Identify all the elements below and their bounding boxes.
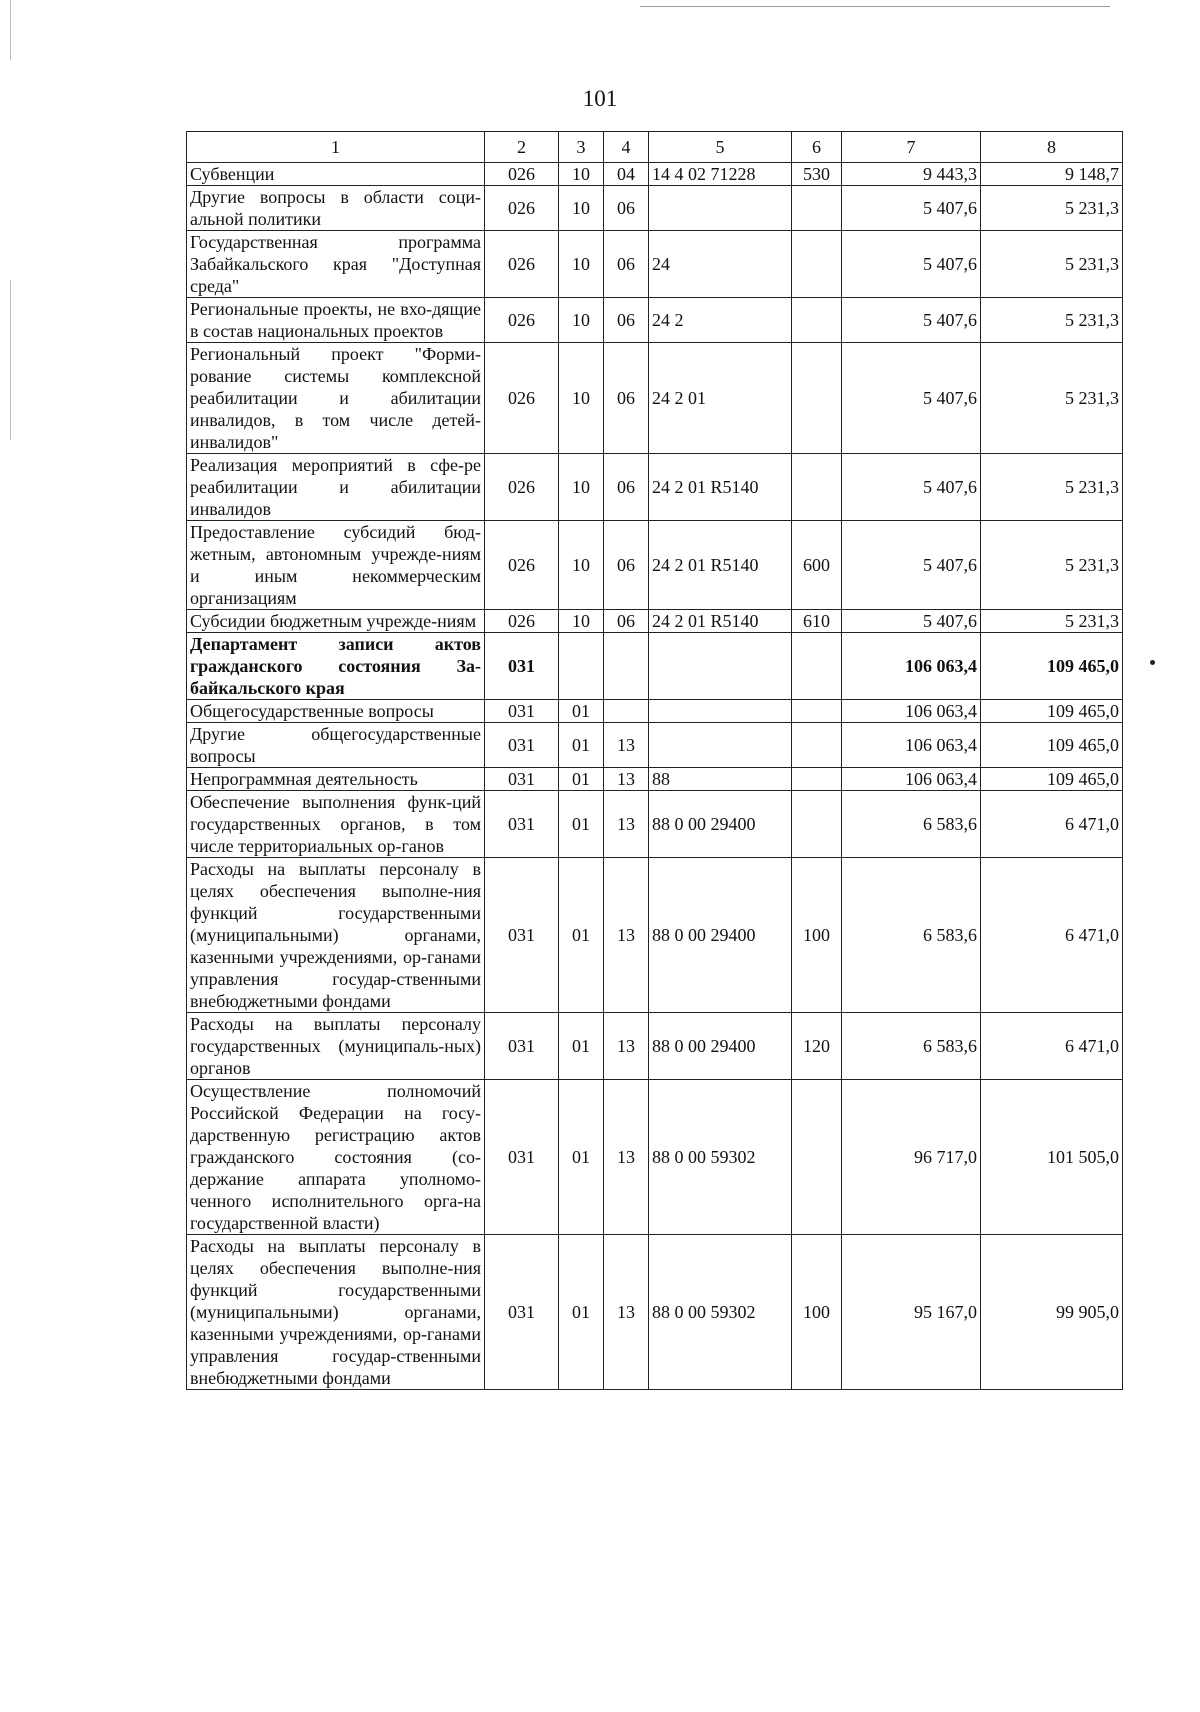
cell-amount-col8: 5 231,3 xyxy=(981,343,1123,454)
cell-subsection: 13 xyxy=(604,858,649,1013)
cell-expense-type xyxy=(792,633,842,700)
cell-subsection: 04 xyxy=(604,163,649,186)
cell-amount-col7: 106 063,4 xyxy=(842,633,981,700)
row-name: Непрограммная деятельность xyxy=(187,768,485,791)
cell-amount-col7: 106 063,4 xyxy=(842,723,981,768)
table-row xyxy=(187,858,1123,1013)
cell-ministry-code: 031 xyxy=(485,723,559,768)
column-header: 1 xyxy=(187,132,485,163)
table-row xyxy=(187,521,1123,610)
cell-amount-col8: 101 505,0 xyxy=(981,1080,1123,1235)
cell-section: 10 xyxy=(559,231,604,298)
cell-ministry-code: 026 xyxy=(485,521,559,610)
column-header: 3 xyxy=(559,132,604,163)
cell-target-article xyxy=(649,633,792,700)
table-row xyxy=(187,1080,1123,1235)
cell-amount-col7: 5 407,6 xyxy=(842,298,981,343)
cell-target-article: 24 2 01 xyxy=(649,343,792,454)
table-row xyxy=(187,768,1123,791)
cell-expense-type xyxy=(792,298,842,343)
table-row xyxy=(187,231,1123,298)
cell-target-article: 88 0 00 59302 xyxy=(649,1235,792,1390)
table-row xyxy=(187,1235,1123,1390)
cell-ministry-code: 031 xyxy=(485,1235,559,1390)
row-name: Региональные проекты, не вхо-дящие в состав национальных проектов xyxy=(187,298,485,343)
cell-subsection xyxy=(604,633,649,700)
cell-ministry-code: 031 xyxy=(485,768,559,791)
cell-amount-col8: 109 465,0 xyxy=(981,700,1123,723)
table-row xyxy=(187,343,1123,454)
budget-table xyxy=(186,131,1123,1390)
row-name: Общегосударственные вопросы xyxy=(187,700,485,723)
cell-amount-col8: 6 471,0 xyxy=(981,858,1123,1013)
row-name: Государственная программа Забайкальского края "Доступная среда" xyxy=(187,231,485,298)
row-name: Расходы на выплаты персоналу в целях обеспечения выполне-ния функций государственными (муниципальными) органами, казенными учреждениями, ор-ганами управления государ-ственными внебюджетными фондами xyxy=(187,1235,485,1390)
table-row-department xyxy=(187,633,1123,700)
column-header: 5 xyxy=(649,132,792,163)
cell-section: 10 xyxy=(559,521,604,610)
cell-amount-col8: 5 231,3 xyxy=(981,610,1123,633)
cell-subsection: 13 xyxy=(604,768,649,791)
cell-amount-col7: 6 583,6 xyxy=(842,1013,981,1080)
cell-section: 01 xyxy=(559,791,604,858)
row-name: Реализация мероприятий в сфе-ре реабилитации и абилитации инвалидов xyxy=(187,454,485,521)
cell-amount-col8: 5 231,3 xyxy=(981,521,1123,610)
column-header: 7 xyxy=(842,132,981,163)
cell-amount-col7: 96 717,0 xyxy=(842,1080,981,1235)
cell-ministry-code: 026 xyxy=(485,231,559,298)
cell-amount-col7: 106 063,4 xyxy=(842,700,981,723)
cell-expense-type xyxy=(792,231,842,298)
cell-section: 10 xyxy=(559,454,604,521)
cell-target-article: 14 4 02 71228 xyxy=(649,163,792,186)
cell-amount-col7: 5 407,6 xyxy=(842,186,981,231)
cell-section: 01 xyxy=(559,768,604,791)
cell-expense-type xyxy=(792,343,842,454)
table-row xyxy=(187,723,1123,768)
cell-amount-col8: 5 231,3 xyxy=(981,231,1123,298)
cell-section: 10 xyxy=(559,298,604,343)
cell-expense-type xyxy=(792,791,842,858)
cell-amount-col8: 99 905,0 xyxy=(981,1235,1123,1390)
cell-subsection: 06 xyxy=(604,521,649,610)
cell-ministry-code: 026 xyxy=(485,298,559,343)
cell-section: 01 xyxy=(559,723,604,768)
cell-subsection: 13 xyxy=(604,1235,649,1390)
scan-artifact-line xyxy=(640,6,1110,7)
row-name: Расходы на выплаты персоналу государственных (муниципаль-ных) органов xyxy=(187,1013,485,1080)
table-header-row xyxy=(187,132,1123,163)
cell-section xyxy=(559,633,604,700)
cell-amount-col8: 109 465,0 xyxy=(981,723,1123,768)
cell-ministry-code: 031 xyxy=(485,700,559,723)
column-header: 2 xyxy=(485,132,559,163)
cell-amount-col7: 9 443,3 xyxy=(842,163,981,186)
column-header: 4 xyxy=(604,132,649,163)
cell-ministry-code: 026 xyxy=(485,610,559,633)
cell-expense-type: 600 xyxy=(792,521,842,610)
row-name: Предоставление субсидий бюд-жетным, автономным учрежде-ниям и иным некоммерческим организациям xyxy=(187,521,485,610)
cell-section: 01 xyxy=(559,1013,604,1080)
cell-expense-type xyxy=(792,700,842,723)
cell-ministry-code: 031 xyxy=(485,791,559,858)
cell-amount-col7: 5 407,6 xyxy=(842,610,981,633)
cell-expense-type xyxy=(792,768,842,791)
cell-subsection: 06 xyxy=(604,454,649,521)
cell-expense-type xyxy=(792,1080,842,1235)
cell-section: 01 xyxy=(559,1080,604,1235)
table-row xyxy=(187,610,1123,633)
cell-subsection: 13 xyxy=(604,791,649,858)
cell-amount-col7: 5 407,6 xyxy=(842,343,981,454)
cell-amount-col8: 5 231,3 xyxy=(981,454,1123,521)
cell-expense-type: 100 xyxy=(792,1235,842,1390)
cell-subsection: 06 xyxy=(604,298,649,343)
cell-ministry-code: 026 xyxy=(485,163,559,186)
column-header: 6 xyxy=(792,132,842,163)
cell-target-article: 24 xyxy=(649,231,792,298)
scan-artifact-line xyxy=(10,280,11,440)
cell-amount-col7: 5 407,6 xyxy=(842,454,981,521)
cell-amount-col7: 5 407,6 xyxy=(842,231,981,298)
cell-amount-col8: 109 465,0 xyxy=(981,768,1123,791)
scan-artifact-dot xyxy=(1150,660,1155,665)
cell-ministry-code: 026 xyxy=(485,454,559,521)
cell-section: 10 xyxy=(559,186,604,231)
page-number: 101 xyxy=(582,86,618,111)
cell-ministry-code: 031 xyxy=(485,858,559,1013)
column-header: 8 xyxy=(981,132,1123,163)
cell-target-article: 88 xyxy=(649,768,792,791)
cell-ministry-code: 031 xyxy=(485,1013,559,1080)
cell-expense-type xyxy=(792,186,842,231)
scan-artifact-line xyxy=(10,0,11,60)
cell-target-article xyxy=(649,723,792,768)
cell-amount-col8: 6 471,0 xyxy=(981,791,1123,858)
row-name: Расходы на выплаты персоналу в целях обеспечения выполне-ния функций государственными (муниципальными) органами, казенными учреждениями, ор-ганами управления государ-ственными внебюджетными фондами xyxy=(187,858,485,1013)
cell-target-article: 88 0 00 29400 xyxy=(649,791,792,858)
cell-expense-type: 610 xyxy=(792,610,842,633)
cell-section: 01 xyxy=(559,858,604,1013)
cell-subsection: 06 xyxy=(604,610,649,633)
cell-target-article xyxy=(649,700,792,723)
cell-ministry-code: 026 xyxy=(485,343,559,454)
cell-ministry-code: 031 xyxy=(485,1080,559,1235)
table-row xyxy=(187,163,1123,186)
cell-subsection: 13 xyxy=(604,723,649,768)
cell-amount-col8: 5 231,3 xyxy=(981,186,1123,231)
row-name: Другие вопросы в области соци-альной политики xyxy=(187,186,485,231)
table-row xyxy=(187,1013,1123,1080)
cell-amount-col7: 95 167,0 xyxy=(842,1235,981,1390)
cell-section: 01 xyxy=(559,1235,604,1390)
cell-amount-col7: 106 063,4 xyxy=(842,768,981,791)
cell-section: 10 xyxy=(559,163,604,186)
cell-subsection: 06 xyxy=(604,343,649,454)
cell-section: 01 xyxy=(559,700,604,723)
table-row xyxy=(187,791,1123,858)
row-name: Субвенции xyxy=(187,163,485,186)
cell-ministry-code: 026 xyxy=(485,186,559,231)
table-row xyxy=(187,298,1123,343)
cell-expense-type xyxy=(792,454,842,521)
cell-ministry-code: 031 xyxy=(485,633,559,700)
table-row xyxy=(187,700,1123,723)
row-name: Департамент записи актов гражданского состояния За-байкальского края xyxy=(187,633,485,700)
cell-expense-type: 100 xyxy=(792,858,842,1013)
cell-expense-type: 120 xyxy=(792,1013,842,1080)
row-name: Другие общегосударственные вопросы xyxy=(187,723,485,768)
cell-expense-type xyxy=(792,723,842,768)
cell-section: 10 xyxy=(559,343,604,454)
cell-target-article xyxy=(649,186,792,231)
cell-target-article: 88 0 00 29400 xyxy=(649,1013,792,1080)
cell-amount-col7: 6 583,6 xyxy=(842,858,981,1013)
cell-subsection: 13 xyxy=(604,1080,649,1235)
table-row xyxy=(187,186,1123,231)
cell-target-article: 88 0 00 29400 xyxy=(649,858,792,1013)
row-name: Субсидии бюджетным учрежде-ниям xyxy=(187,610,485,633)
cell-section: 10 xyxy=(559,610,604,633)
row-name: Осуществление полномочий Российской Федерации на госу-дарственную регистрацию актов гражданского состояния (со-держание аппарата уполномо-ченного исполнительного орга-на государственной власти) xyxy=(187,1080,485,1235)
cell-target-article: 24 2 01 R5140 xyxy=(649,521,792,610)
cell-amount-col8: 5 231,3 xyxy=(981,298,1123,343)
cell-target-article: 24 2 01 R5140 xyxy=(649,610,792,633)
cell-subsection xyxy=(604,700,649,723)
cell-target-article: 88 0 00 59302 xyxy=(649,1080,792,1235)
row-name: Обеспечение выполнения функ-ций государственных органов, в том числе территориальных ор-ганов xyxy=(187,791,485,858)
cell-amount-col7: 6 583,6 xyxy=(842,791,981,858)
cell-amount-col8: 109 465,0 xyxy=(981,633,1123,700)
cell-subsection: 13 xyxy=(604,1013,649,1080)
cell-amount-col8: 6 471,0 xyxy=(981,1013,1123,1080)
cell-subsection: 06 xyxy=(604,231,649,298)
cell-subsection: 06 xyxy=(604,186,649,231)
cell-target-article: 24 2 xyxy=(649,298,792,343)
cell-amount-col8: 9 148,7 xyxy=(981,163,1123,186)
cell-target-article: 24 2 01 R5140 xyxy=(649,454,792,521)
cell-amount-col7: 5 407,6 xyxy=(842,521,981,610)
table-row xyxy=(187,454,1123,521)
row-name: Региональный проект "Форми-рование системы комплексной реабилитации и абилитации инвалидов, в том числе детей-инвалидов" xyxy=(187,343,485,454)
cell-expense-type: 530 xyxy=(792,163,842,186)
